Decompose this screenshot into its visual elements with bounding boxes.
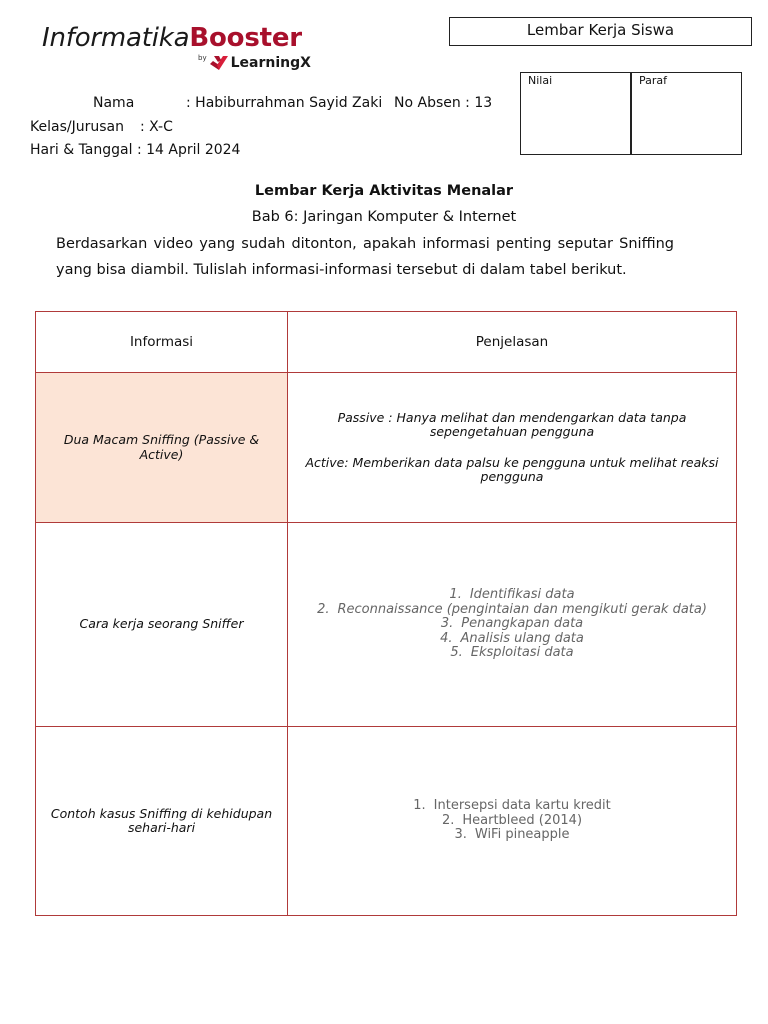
topic-cell: Contoh kasus Sniffing di kehidupan sehari-hari — [36, 727, 288, 916]
logo-text-booster: Booster — [189, 23, 302, 53]
topic-cell: Cara kerja seorang Sniffer — [36, 523, 288, 727]
topic-cell: Dua Macam Sniffing (Passive & Active) — [36, 373, 288, 523]
logo-wordmark — [42, 22, 322, 54]
explanation-cell — [288, 727, 737, 916]
sheet-title: Lembar Kerja Siswa — [526, 21, 675, 39]
list-number: 4. — [440, 630, 453, 646]
list-item — [296, 814, 728, 829]
list-text: Eksploitasi data — [470, 645, 574, 661]
list-number: 3. — [454, 827, 467, 843]
explanation-paragraph: Active: Memberikan data palsu ke pengguna untuk melihat reaksi pengguna — [305, 454, 719, 484]
name-value: : Habiburrahman Sayid Zaki — [186, 95, 383, 111]
grade-label: Nilai — [528, 74, 553, 87]
logo-by-text: by — [198, 54, 207, 62]
list-number: 3. — [440, 616, 454, 632]
logo-byline — [198, 55, 311, 71]
header-informasi: Informasi — [36, 312, 288, 373]
date-line: Hari & Tanggal : 14 April 2024 — [30, 142, 241, 158]
signature-box — [631, 72, 742, 155]
absen-number: No Absen : 13 — [394, 95, 493, 111]
list-item — [296, 603, 728, 618]
learningx-mark-icon — [210, 55, 228, 71]
info-table — [35, 311, 737, 916]
list-number: 1. — [449, 587, 462, 603]
list-item — [296, 646, 728, 661]
table-row — [36, 373, 737, 523]
list-number: 1. — [413, 798, 426, 814]
signature-label: Paraf — [639, 74, 668, 87]
list-text: WiFi pineapple — [474, 827, 570, 843]
list-number: 2. — [317, 601, 330, 617]
grade-box — [520, 72, 631, 155]
explanation-cell — [288, 373, 737, 523]
examples-list — [296, 799, 728, 843]
list-item — [296, 828, 728, 843]
worksheet-title: Lembar Kerja Aktivitas Menalar — [254, 183, 514, 199]
class-label: Kelas/Jurusan — [30, 119, 124, 135]
table-header-row — [36, 312, 737, 373]
list-item — [296, 632, 728, 647]
header-penjelasan: Penjelasan — [288, 312, 737, 373]
steps-list — [296, 588, 728, 661]
chapter-title: Bab 6: Jaringan Komputer & Internet — [251, 209, 517, 225]
list-number: 5. — [450, 645, 463, 661]
list-number: 2. — [441, 812, 455, 828]
logo-brand-text: LearningX — [230, 55, 311, 71]
list-item — [296, 799, 728, 814]
class-value: : X-C — [140, 119, 173, 135]
sheet-title-box — [449, 17, 752, 46]
table-row — [36, 523, 737, 727]
explanation-cell — [288, 523, 737, 727]
list-text: Identifikasi data — [469, 587, 575, 603]
list-item — [296, 588, 728, 603]
brand-logo — [42, 22, 322, 82]
table-row — [36, 727, 737, 916]
list-text: Reconnaissance (pengintaian dan mengikuti gerak data) — [337, 601, 707, 617]
list-text: Heartbleed (2014) — [462, 812, 583, 828]
list-text: Intersepsi data kartu kredit — [433, 798, 611, 814]
list-text: Penangkapan data — [461, 616, 584, 632]
explanation-paragraph: Passive : Hanya melihat dan mendengarkan data tanpa sepengetahuan pengguna — [337, 409, 687, 439]
logo-text-informatika: Informatika — [42, 23, 190, 53]
list-item — [296, 617, 728, 632]
instruction-text: Berdasarkan video yang sudah ditonton, apakah informasi penting seputar Sniffing yang bisa diambil. Tulislah informasi-informasi tersebut di dalam tabel berikut. — [56, 236, 674, 278]
name-label: Nama — [93, 95, 135, 111]
list-text: Analisis ulang data — [460, 630, 584, 646]
